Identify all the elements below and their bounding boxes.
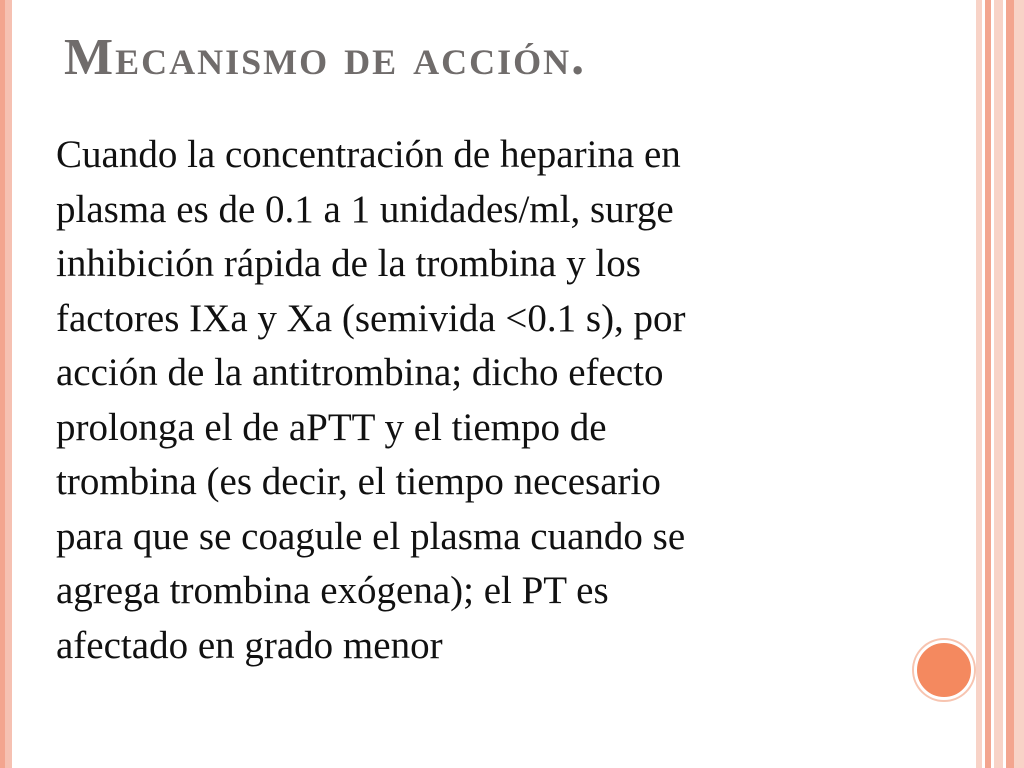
slide-body-text: Cuando la concentración de heparina en plasma es de 0.1 a 1 unidades/ml, surge inhibición rápida de la trombina y los factores IXa y Xa (semivida <0.1 s), por acción de la antitrombina; dicho efecto prolonga el de aPTT y el tiempo de trombina (es decir, el tiempo necesario para que se coagule el plasma cuando se agrega trombina exógena); el PT es afectado en grado menor (56, 133, 686, 667)
stripe (994, 0, 1003, 768)
stripe (1006, 0, 1014, 768)
right-decorative-stripes (976, 0, 1024, 768)
stripe (1014, 0, 1024, 768)
decorative-circle (914, 640, 974, 700)
slide-title: Mecanismo de acción. (64, 29, 587, 86)
left-decorative-stripe (0, 0, 12, 768)
